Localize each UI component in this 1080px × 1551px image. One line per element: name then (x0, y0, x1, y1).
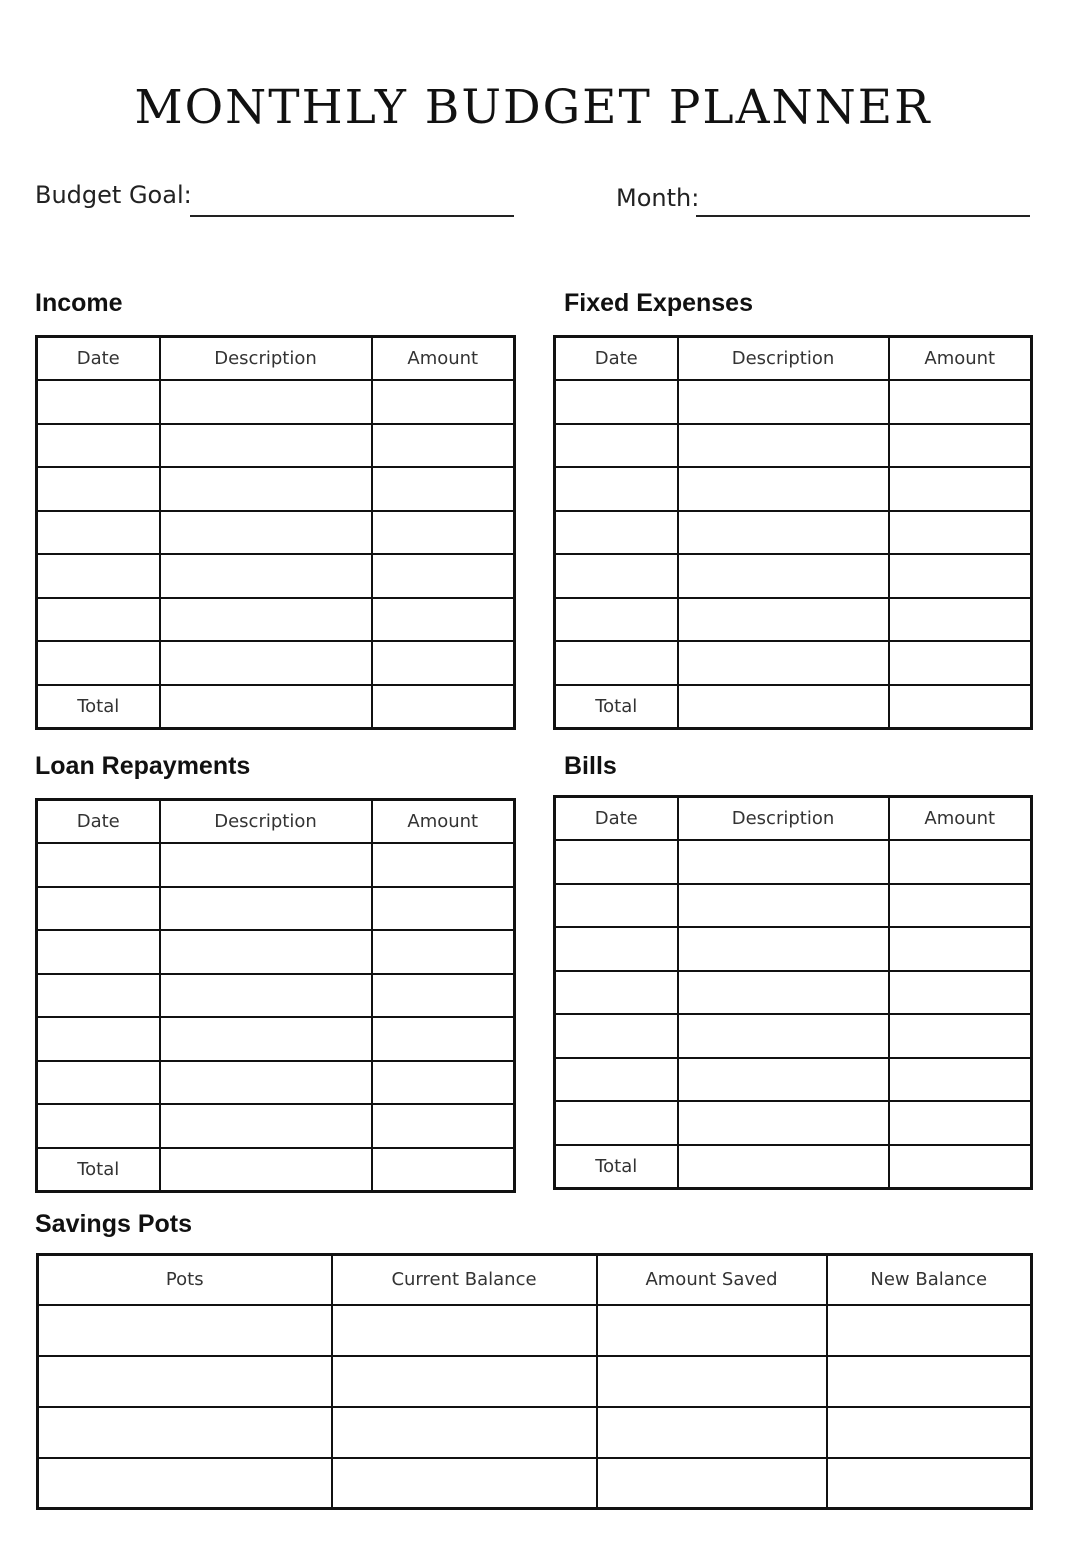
total-description-cell[interactable] (160, 685, 372, 729)
table-row (555, 1014, 1032, 1058)
amount-cell[interactable] (889, 424, 1032, 468)
date-cell[interactable] (555, 1058, 678, 1102)
table-row (555, 884, 1032, 928)
description-cell[interactable] (160, 598, 372, 642)
description-cell[interactable] (678, 927, 889, 971)
description-cell[interactable] (160, 974, 372, 1018)
amount-cell[interactable] (889, 511, 1032, 555)
table-row (555, 1058, 1032, 1102)
table-row (38, 1407, 1032, 1458)
table-row (555, 971, 1032, 1015)
loan-repayments-table (35, 798, 516, 1193)
table-header-row (38, 1255, 1032, 1305)
date-cell[interactable] (555, 884, 678, 928)
total-amount-cell[interactable] (372, 1148, 515, 1192)
month-line[interactable] (696, 215, 1030, 217)
income-table (35, 335, 516, 730)
budget-goal-label: Budget Goal: (35, 181, 192, 209)
date-cell[interactable] (555, 380, 678, 424)
table-row (555, 511, 1032, 555)
table-header-row (555, 337, 1032, 381)
date-cell[interactable] (555, 598, 678, 642)
description-cell[interactable] (678, 467, 889, 511)
table-row (38, 1356, 1032, 1407)
table-row (37, 424, 515, 468)
loan-repayments-section-title: Loan Repayments (35, 752, 251, 780)
new-balance-cell[interactable] (827, 1458, 1032, 1509)
description-cell[interactable] (678, 1014, 889, 1058)
amount-cell[interactable] (372, 843, 515, 887)
table-row (38, 1305, 1032, 1356)
table-row (37, 1104, 515, 1148)
table-row (37, 467, 515, 511)
amount-cell[interactable] (372, 1017, 515, 1061)
description-cell[interactable] (678, 511, 889, 555)
table-row (555, 424, 1032, 468)
column-header-pots: Pots (38, 1255, 332, 1305)
table-row (555, 554, 1032, 598)
description-cell[interactable] (160, 843, 372, 887)
amount-cell[interactable] (372, 380, 515, 424)
description-cell[interactable] (678, 641, 889, 685)
total-row (555, 685, 1032, 729)
date-cell[interactable] (555, 927, 678, 971)
amount-cell[interactable] (372, 467, 515, 511)
bills-table (553, 795, 1033, 1190)
amount-cell[interactable] (372, 1104, 515, 1148)
table-row (37, 843, 515, 887)
new-balance-cell[interactable] (827, 1356, 1032, 1407)
date-cell[interactable] (37, 424, 160, 468)
amount-cell[interactable] (889, 467, 1032, 511)
description-cell[interactable] (160, 641, 372, 685)
column-header-date: Date (37, 337, 160, 381)
total-amount-cell[interactable] (889, 1145, 1032, 1189)
table-row (37, 380, 515, 424)
current-balance-cell[interactable] (332, 1356, 597, 1407)
column-header-date: Date (37, 800, 160, 844)
column-header-date: Date (555, 797, 678, 841)
date-cell[interactable] (37, 1017, 160, 1061)
date-cell[interactable] (555, 840, 678, 884)
description-cell[interactable] (160, 424, 372, 468)
table-row (555, 467, 1032, 511)
table-row (37, 887, 515, 931)
date-cell[interactable] (555, 641, 678, 685)
new-balance-cell[interactable] (827, 1407, 1032, 1458)
total-amount-cell[interactable] (372, 685, 515, 729)
column-header-new-balance: New Balance (827, 1255, 1032, 1305)
pots-cell[interactable] (38, 1458, 332, 1509)
description-cell[interactable] (160, 467, 372, 511)
current-balance-cell[interactable] (332, 1458, 597, 1509)
description-cell[interactable] (160, 930, 372, 974)
amount-cell[interactable] (889, 380, 1032, 424)
date-cell[interactable] (37, 843, 160, 887)
description-cell[interactable] (678, 380, 889, 424)
date-cell[interactable] (37, 974, 160, 1018)
total-description-cell[interactable] (678, 1145, 889, 1189)
amount-cell[interactable] (889, 641, 1032, 685)
column-header-description: Description (678, 337, 889, 381)
table-row (37, 641, 515, 685)
amount-cell[interactable] (889, 1058, 1032, 1102)
description-cell[interactable] (678, 598, 889, 642)
budget-goal-line[interactable] (190, 215, 514, 217)
total-description-cell[interactable] (160, 1148, 372, 1192)
date-cell[interactable] (37, 1104, 160, 1148)
amount-saved-cell[interactable] (597, 1407, 827, 1458)
amount-cell[interactable] (889, 971, 1032, 1015)
description-cell[interactable] (160, 380, 372, 424)
date-cell[interactable] (37, 380, 160, 424)
total-label: Total (555, 1145, 678, 1189)
description-cell[interactable] (678, 1101, 889, 1145)
total-row (37, 1148, 515, 1192)
savings-pots-section-title: Savings Pots (35, 1210, 192, 1238)
column-header-current-balance: Current Balance (332, 1255, 597, 1305)
date-cell[interactable] (555, 511, 678, 555)
date-cell[interactable] (555, 1101, 678, 1145)
amount-cell[interactable] (889, 1014, 1032, 1058)
amount-saved-cell[interactable] (597, 1305, 827, 1356)
description-cell[interactable] (678, 554, 889, 598)
description-cell[interactable] (678, 424, 889, 468)
savings-pots-table (36, 1253, 1033, 1510)
table-header-row (37, 337, 515, 381)
table-row (37, 974, 515, 1018)
fixed-expenses-section-title: Fixed Expenses (564, 289, 753, 317)
fixed-expenses-table (553, 335, 1033, 730)
amount-cell[interactable] (889, 1101, 1032, 1145)
column-header-amount: Amount (372, 800, 515, 844)
date-cell[interactable] (37, 930, 160, 974)
page-title: MONTHLY BUDGET PLANNER (134, 80, 932, 135)
table-row (37, 554, 515, 598)
amount-cell[interactable] (372, 598, 515, 642)
amount-cell[interactable] (372, 511, 515, 555)
column-header-description: Description (160, 800, 372, 844)
date-cell[interactable] (555, 554, 678, 598)
bills-section-title: Bills (564, 752, 617, 780)
amount-cell[interactable] (372, 1061, 515, 1105)
table-row (555, 380, 1032, 424)
total-label: Total (555, 685, 678, 729)
amount-cell[interactable] (372, 641, 515, 685)
description-cell[interactable] (160, 887, 372, 931)
total-label: Total (37, 1148, 160, 1192)
description-cell[interactable] (160, 1061, 372, 1105)
table-row (555, 1101, 1032, 1145)
table-row (555, 840, 1032, 884)
date-cell[interactable] (37, 554, 160, 598)
column-header-amount: Amount (372, 337, 515, 381)
date-cell[interactable] (37, 887, 160, 931)
current-balance-cell[interactable] (332, 1407, 597, 1458)
pots-cell[interactable] (38, 1305, 332, 1356)
amount-cell[interactable] (372, 554, 515, 598)
date-cell[interactable] (555, 467, 678, 511)
amount-cell[interactable] (372, 974, 515, 1018)
total-row (37, 685, 515, 729)
date-cell[interactable] (37, 511, 160, 555)
description-cell[interactable] (678, 884, 889, 928)
income-section-title: Income (35, 289, 123, 317)
amount-cell[interactable] (889, 840, 1032, 884)
date-cell[interactable] (37, 1061, 160, 1105)
month-label: Month: (616, 184, 700, 212)
description-cell[interactable] (160, 511, 372, 555)
column-header-amount: Amount (889, 337, 1032, 381)
total-description-cell[interactable] (678, 685, 889, 729)
description-cell[interactable] (160, 1017, 372, 1061)
pots-cell[interactable] (38, 1356, 332, 1407)
amount-cell[interactable] (889, 598, 1032, 642)
column-header-amount-saved: Amount Saved (597, 1255, 827, 1305)
amount-cell[interactable] (372, 930, 515, 974)
amount-cell[interactable] (889, 884, 1032, 928)
current-balance-cell[interactable] (332, 1305, 597, 1356)
column-header-description: Description (160, 337, 372, 381)
date-cell[interactable] (37, 598, 160, 642)
table-row (37, 1061, 515, 1105)
amount-cell[interactable] (889, 554, 1032, 598)
new-balance-cell[interactable] (827, 1305, 1032, 1356)
date-cell[interactable] (555, 971, 678, 1015)
total-amount-cell[interactable] (889, 685, 1032, 729)
table-header-row (555, 797, 1032, 841)
description-cell[interactable] (678, 840, 889, 884)
table-row (38, 1458, 1032, 1509)
description-cell[interactable] (160, 1104, 372, 1148)
description-cell[interactable] (678, 971, 889, 1015)
table-row (555, 927, 1032, 971)
amount-saved-cell[interactable] (597, 1356, 827, 1407)
total-label: Total (37, 685, 160, 729)
amount-cell[interactable] (372, 887, 515, 931)
date-cell[interactable] (37, 467, 160, 511)
date-cell[interactable] (555, 1014, 678, 1058)
amount-cell[interactable] (889, 927, 1032, 971)
column-header-amount: Amount (889, 797, 1032, 841)
column-header-date: Date (555, 337, 678, 381)
total-row (555, 1145, 1032, 1189)
amount-cell[interactable] (372, 424, 515, 468)
amount-saved-cell[interactable] (597, 1458, 827, 1509)
pots-cell[interactable] (38, 1407, 332, 1458)
table-row (37, 511, 515, 555)
description-cell[interactable] (160, 554, 372, 598)
table-row (37, 930, 515, 974)
table-row (37, 598, 515, 642)
description-cell[interactable] (678, 1058, 889, 1102)
table-row (555, 641, 1032, 685)
table-row (555, 598, 1032, 642)
table-header-row (37, 800, 515, 844)
table-row (37, 1017, 515, 1061)
column-header-description: Description (678, 797, 889, 841)
date-cell[interactable] (555, 424, 678, 468)
date-cell[interactable] (37, 641, 160, 685)
